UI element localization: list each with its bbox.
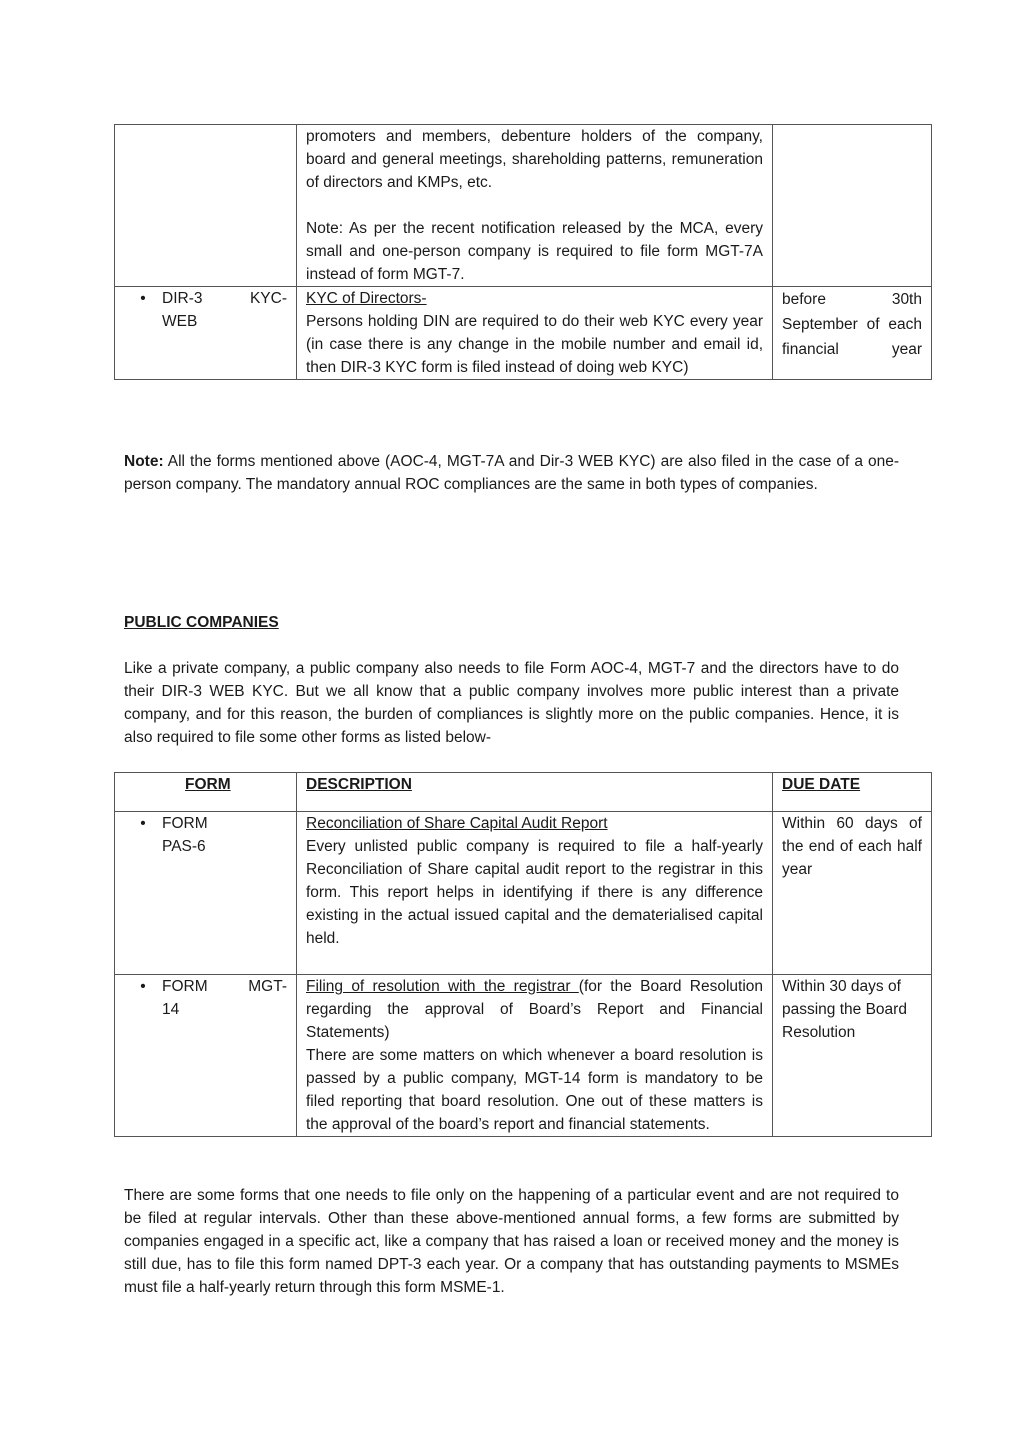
section-heading: PUBLIC COMPANIES xyxy=(124,614,279,631)
private-company-forms-table xyxy=(114,124,932,380)
description-title: KYC of Directors- xyxy=(306,290,427,307)
form-name-line2: 14 xyxy=(162,1001,180,1018)
note-label: Note: xyxy=(124,453,164,470)
mca-note-text: Note: As per the recent notification released by the MCA, every small and one-person company is required to file form MGT-7A instead of form MGT-7. xyxy=(306,220,763,283)
form-name-line1: FORM xyxy=(162,815,208,832)
description-cell xyxy=(297,812,773,975)
form-cell xyxy=(115,975,297,1137)
form-name-line1: FORM MGT- xyxy=(162,978,287,995)
due-date-text: before 30th September of each financial year xyxy=(782,291,922,358)
form-name-line2: WEB xyxy=(162,313,198,330)
due-date-text: Within 30 days of passing the Board Resolution xyxy=(782,978,907,1041)
closing-paragraph: There are some forms that one needs to file only on the happening of a particular event and are not required to be filed at regular intervals. Other than these above-mentioned annual forms, a few forms are submitted by companies engaged in a specific act, like a company that has raised a loan or received money and the money is still due, has to file this form named DPT-3 each year. Or a company that has outstanding payments to MSMEs must file a half-yearly return through this form MSME-1. xyxy=(124,1187,899,1296)
header-form-cell xyxy=(115,773,297,812)
table-header-row xyxy=(115,773,932,812)
description-cell xyxy=(297,975,773,1137)
bullet-icon: • xyxy=(140,978,146,995)
header-description: DESCRIPTION xyxy=(306,776,412,793)
bullet-icon: • xyxy=(140,290,146,307)
header-due-date: DUE DATE xyxy=(782,776,861,793)
description-text: Every unlisted public company is required to file a half-yearly Reconciliation of Share capital audit report to the registrar in this form. This report helps in identifying if there is any difference existing in the actual issued capital and the dematerialised capital held. xyxy=(306,838,763,947)
description-title-tail: (for the Board Resolution regarding the approval of Board’s Report and Financial Statements) xyxy=(306,978,763,1041)
description-title: Filing of resolution with the registrar xyxy=(306,978,579,995)
section-heading-wrap xyxy=(124,611,899,634)
table-row xyxy=(115,287,932,380)
description-cell xyxy=(297,287,773,380)
public-company-forms-table xyxy=(114,772,932,1137)
header-description-cell xyxy=(297,773,773,812)
due-date-text: Within 60 days of the end of each half year xyxy=(782,815,922,878)
form-name-line2: PAS-6 xyxy=(162,838,206,855)
header-due-date-cell xyxy=(773,773,932,812)
form-cell xyxy=(115,287,297,380)
description-text: Persons holding DIN are required to do their web KYC every year (in case there is any change in the mobile number and email id, then DIR-3 KYC form is filed instead of doing web KYC) xyxy=(306,313,763,376)
note-paragraph xyxy=(124,450,899,496)
table-row xyxy=(115,125,932,287)
table-row xyxy=(115,812,932,975)
note-text: All the forms mentioned above (AOC-4, MGT-7A and Dir-3 WEB KYC) are also filed in the case of a one-person company. The mandatory annual ROC compliances are the same in both types of companies. xyxy=(124,453,899,493)
bullet-icon: • xyxy=(140,815,146,832)
due-date-cell xyxy=(773,975,932,1137)
table-row xyxy=(115,975,932,1137)
description-text: promoters and members, debenture holders of the company, board and general meetings, shareholding patterns, remuneration of directors and KMPs, etc. xyxy=(306,128,763,191)
description-cell xyxy=(297,125,773,287)
due-date-cell-empty xyxy=(773,125,932,287)
due-date-cell xyxy=(773,812,932,975)
description-text: There are some matters on which whenever a board resolution is passed by a public company, MGT-14 form is mandatory to be filed reporting that board resolution. One out of these matters is the approval of the board’s report and financial statements. xyxy=(306,1047,763,1133)
due-date-cell xyxy=(773,287,932,380)
form-cell-empty xyxy=(115,125,297,287)
public-intro-paragraph: Like a private company, a public company also needs to file Form AOC-4, MGT-7 and the directors have to do their DIR-3 WEB KYC. But we all know that a public company involves more public interest than a private company, and for this reason, the burden of compliances is slightly more on the public companies. Hence, it is also required to file some other forms as listed below- xyxy=(124,660,899,746)
form-cell xyxy=(115,812,297,975)
header-form: FORM xyxy=(185,776,231,793)
form-name-line1: DIR-3 KYC- xyxy=(162,290,287,307)
description-title: Reconciliation of Share Capital Audit Report xyxy=(306,815,608,832)
